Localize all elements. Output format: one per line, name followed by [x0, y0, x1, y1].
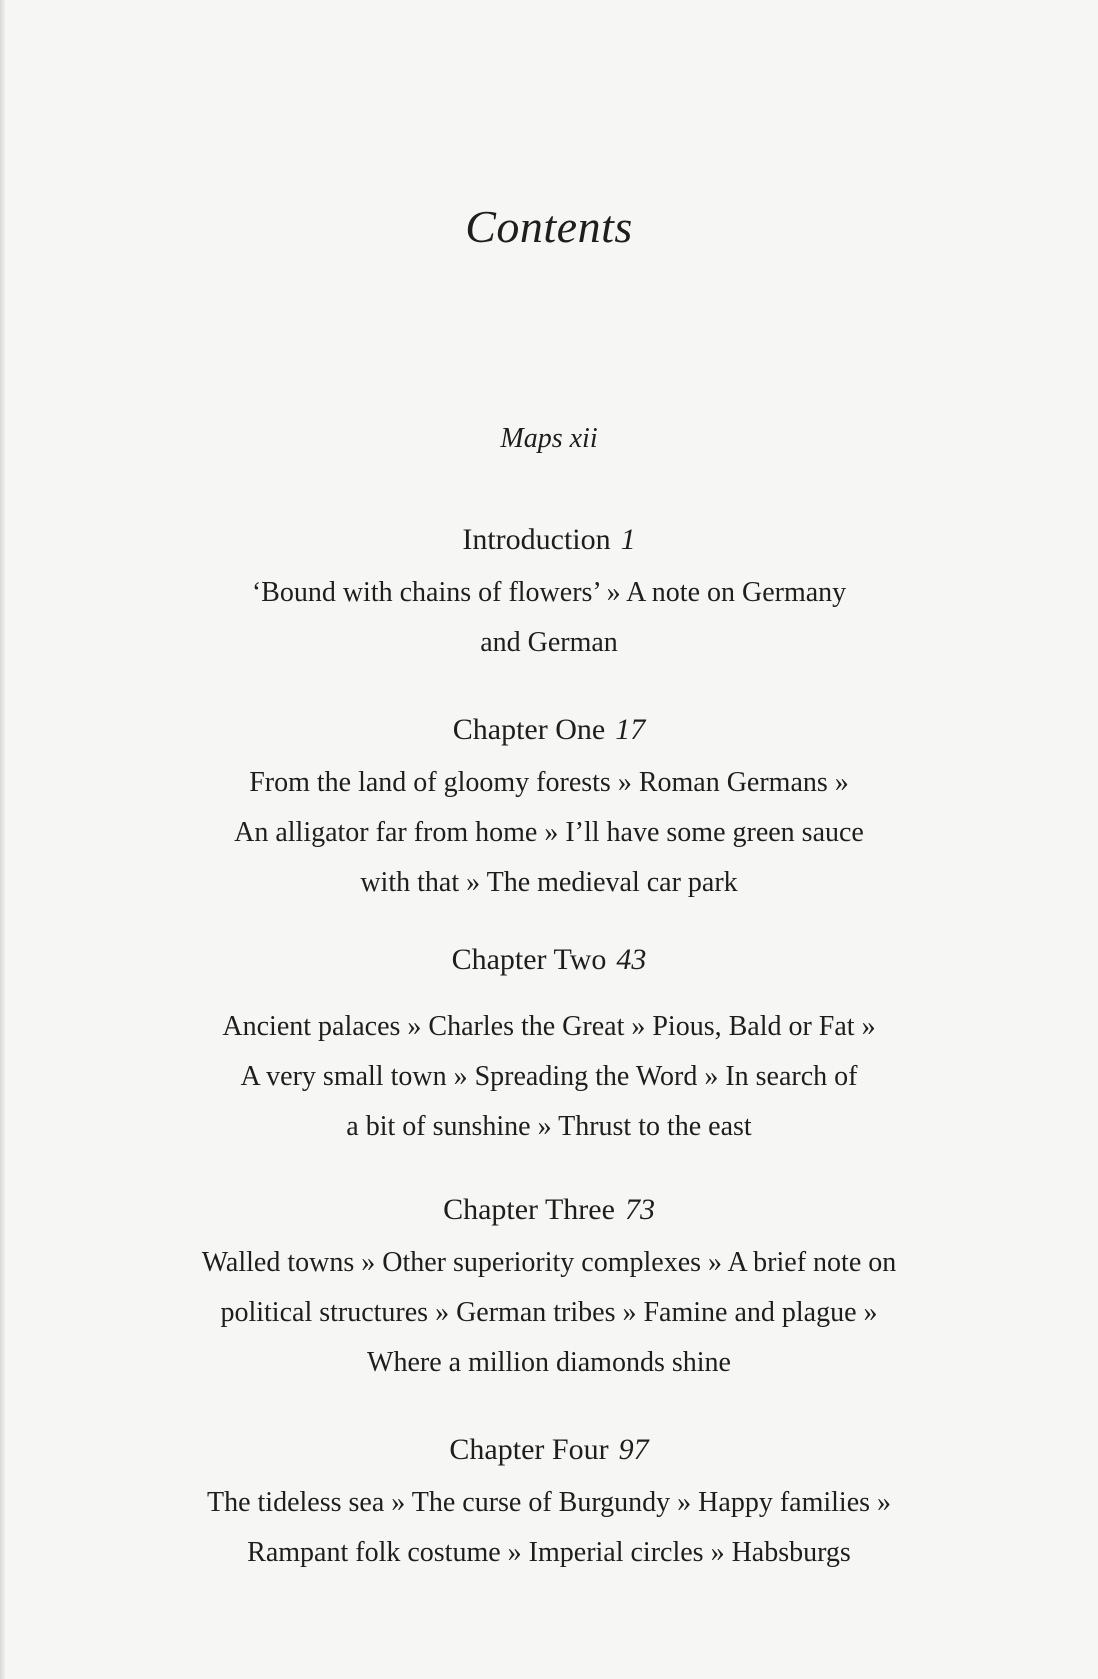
- toc-page-number: 97: [618, 1433, 649, 1466]
- toc-heading: [0, 710, 1098, 750]
- toc-heading: [0, 1430, 1098, 1470]
- toc-description: [0, 758, 1098, 908]
- toc-page-number: 43: [616, 943, 647, 976]
- toc-entry-chapter-three: [0, 1190, 1098, 1388]
- toc-description-line: Walled towns » Other superiority complexes » A brief note on: [201, 1247, 897, 1278]
- toc-description-line: a bit of sunshine » Thrust to the east: [346, 1111, 752, 1142]
- maps-entry: Maps xii: [500, 423, 598, 454]
- toc-description-line: Ancient palaces » Charles the Great » Pious, Bald or Fat »: [222, 1011, 876, 1042]
- toc-description-line: and German: [480, 627, 618, 658]
- toc-description: [0, 1478, 1098, 1578]
- toc-description-line: political structures » German tribes » Famine and plague »: [220, 1297, 878, 1328]
- toc-description-line: Where a million diamonds shine: [367, 1347, 731, 1378]
- toc-heading: [0, 940, 1098, 980]
- toc-description-line: From the land of gloomy forests » Roman Germans »: [249, 767, 849, 798]
- toc-heading-label: Chapter One: [452, 713, 606, 746]
- toc-page-number: 17: [615, 713, 646, 746]
- toc-entry-introduction: [0, 520, 1098, 668]
- toc-entry-chapter-four: [0, 1430, 1098, 1578]
- toc-description: [0, 1002, 1098, 1152]
- toc-description-line: The tideless sea » The curse of Burgundy » Happy families »: [206, 1487, 892, 1518]
- toc-description-line: An alligator far from home » I’ll have some green sauce: [234, 817, 864, 848]
- toc-description: [0, 1238, 1098, 1388]
- toc-description-line: ‘Bound with chains of flowers’ » A note on Germany: [251, 577, 847, 608]
- toc-heading-label: Chapter Three: [443, 1193, 615, 1226]
- toc-heading-label: Introduction: [462, 523, 611, 556]
- toc-description-line: Rampant folk costume » Imperial circles » Habsburgs: [247, 1537, 851, 1568]
- toc-heading: [0, 520, 1098, 560]
- toc-description: [0, 568, 1098, 668]
- toc-entry-chapter-one: [0, 710, 1098, 908]
- page-title: Contents: [465, 201, 633, 252]
- toc-description-line: with that » The medieval car park: [360, 867, 738, 898]
- toc-heading-label: Chapter Two: [451, 943, 607, 976]
- toc-page-number: 73: [624, 1193, 655, 1226]
- toc-description-line: A very small town » Spreading the Word » In search of: [240, 1061, 858, 1092]
- toc-heading-label: Chapter Four: [449, 1433, 609, 1466]
- toc-entry-chapter-two: [0, 940, 1098, 1152]
- toc-page-number: 1: [620, 523, 636, 556]
- toc-heading: [0, 1190, 1098, 1230]
